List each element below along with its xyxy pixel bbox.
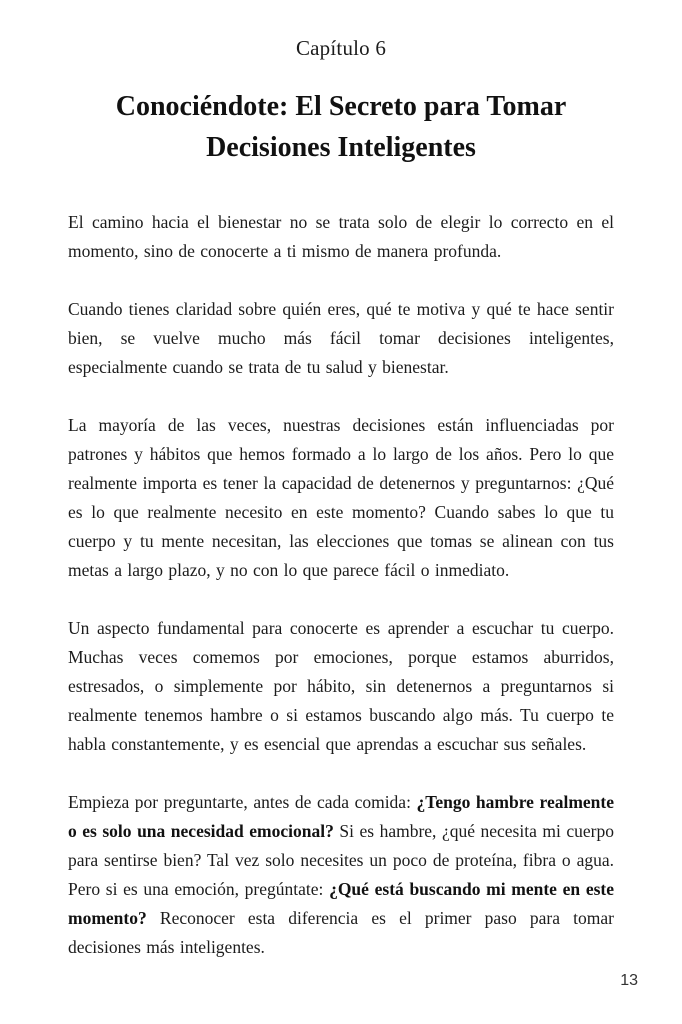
- chapter-label: Capítulo 6: [295, 36, 387, 60]
- paragraph: [68, 788, 614, 962]
- page-number: 13: [620, 972, 638, 989]
- page-title: Conociéndote: El Secreto para Tomar Decisiones Inteligentes: [115, 91, 567, 163]
- paragraph: [68, 614, 614, 759]
- body-paragraphs: [68, 208, 614, 962]
- text-run: Reconocer esta diferencia es el primer paso para tomar decisiones más inteligentes.: [68, 908, 614, 958]
- bold-text-run: ¿Qué está buscando mi mente en este momento?: [68, 879, 614, 929]
- paragraph: [68, 208, 614, 266]
- text-run: Un aspecto fundamental para conocerte es aprender a escuchar tu cuerpo. Muchas veces comemos por emociones, porque estamos aburridos, estresados, o simplemente por hábito, sin detenernos a preguntarnos si realmente tenemos hambre o si estamos buscando algo más. Tu cuerpo te habla constantemente, y es esencial que aprendas a escuchar sus señales.: [68, 618, 614, 755]
- text-run: Cuando tienes claridad sobre quién eres, qué te motiva y qué te hace sentir bien, se vuelve mucho más fácil tomar decisiones inteligentes, especialmente cuando se trata de tu salud y bienestar.: [68, 299, 614, 378]
- paragraph: [68, 295, 614, 382]
- text-run: Empieza por preguntarte, antes de cada comida:: [68, 792, 417, 813]
- text-run: El camino hacia el bienestar no se trata solo de elegir lo correcto en el momento, sino de conocerte a ti mismo de manera profunda.: [68, 212, 614, 262]
- text-run: Si es hambre, ¿qué necesita mi cuerpo para sentirse bien? Tal vez solo necesites un poco de proteína, fibra o agua. Pero si es una emoción, pregúntate:: [68, 821, 614, 900]
- text-run: La mayoría de las veces, nuestras decisiones están influenciadas por patrones y hábitos que hemos formado a lo largo de los años. Pero lo que realmente importa es tener la capacidad de detenernos y preguntarnos: ¿Qué es lo que realmente necesito en este momento? Cuando sabes lo que tu cuerpo y tu mente necesitan, las elecciones que tomas se alinean con tus metas a largo plazo, y no con lo que parece fácil o inmediato.: [68, 415, 614, 581]
- bold-text-run: ¿Tengo hambre realmente o es solo una necesidad emocional?: [68, 792, 614, 842]
- paragraph: [68, 411, 614, 585]
